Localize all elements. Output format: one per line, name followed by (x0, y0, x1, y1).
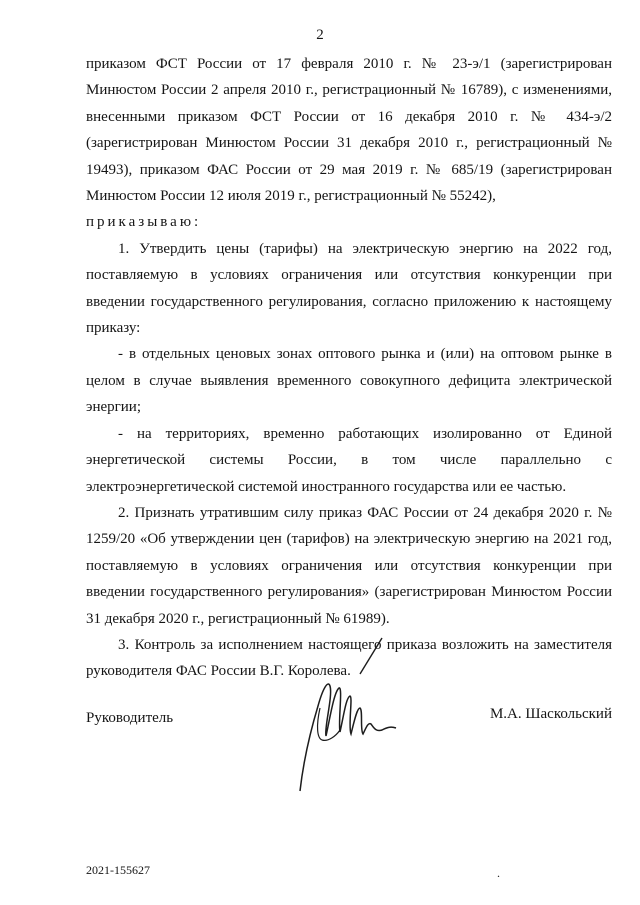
paragraph-subitem-2: - на территориях, временно работающих изолированно от Единой энергетической системы России, в том числе параллельно с электроэнергетической системой иностранного государства или ее частью. (86, 425, 612, 495)
paragraph-item-2: 2. Признать утратившим силу приказ ФАС России от 24 декабря 2020 г. № 1259/20 «Об утверждении цен (тарифов) на электрическую энергию на 2021 год, поставляемую в условиях ограничения или отсутствия конкуренции при введении государственного регулирования» (зарегистрирован Минюстом России 31 декабря 2020 г., регистрационный № 61989). (86, 504, 612, 627)
signatory-name: М.А. Шаскольский (489, 706, 612, 722)
document-number: 2021-155627 (86, 863, 150, 877)
page-number: 2 (316, 27, 324, 43)
signatory-title: Руководитель (86, 710, 174, 726)
paragraph-preamble: приказом ФСТ России от 17 февраля 2010 г. № 23-э/1 (зарегистрирован Минюстом России 2 апреля 2010 г., регистрационный № 16789), с изменениями, внесенными приказом ФСТ России от 16 декабря 2010 г. № 434-э/2 (зарегистрирован Минюстом России 31 декабря 2010 г., регистрационный № 19493), приказом ФАС России от 29 мая 2019 г. № 685/19 (зарегистрирован Минюстом России 12 июля 2019 г., регистрационный № 55242), (86, 56, 612, 205)
handwritten-signature (290, 636, 400, 796)
paragraph-order-word: приказываю: (86, 214, 202, 231)
paragraph-subitem-1: - в отдельных ценовых зонах оптового рынка и (или) на оптовом рынке в целом в случае выявления временного совокупного дефицита электрической энергии; (86, 346, 612, 416)
document-body (86, 51, 612, 685)
paragraph-item-1: 1. Утвердить цены (тарифы) на электрическую энергию на 2022 год, поставляемую в условиях ограничения или отсутствия конкуренции при введении государственного регулирования, согласно приложению к настоящему приказу: (86, 240, 612, 337)
paragraph-item-3: 3. Контроль за исполнением настоящего приказа возложить на заместителя руководителя ФАС России В.Г. Королева. (86, 636, 612, 680)
footer-mark: . (497, 866, 500, 880)
